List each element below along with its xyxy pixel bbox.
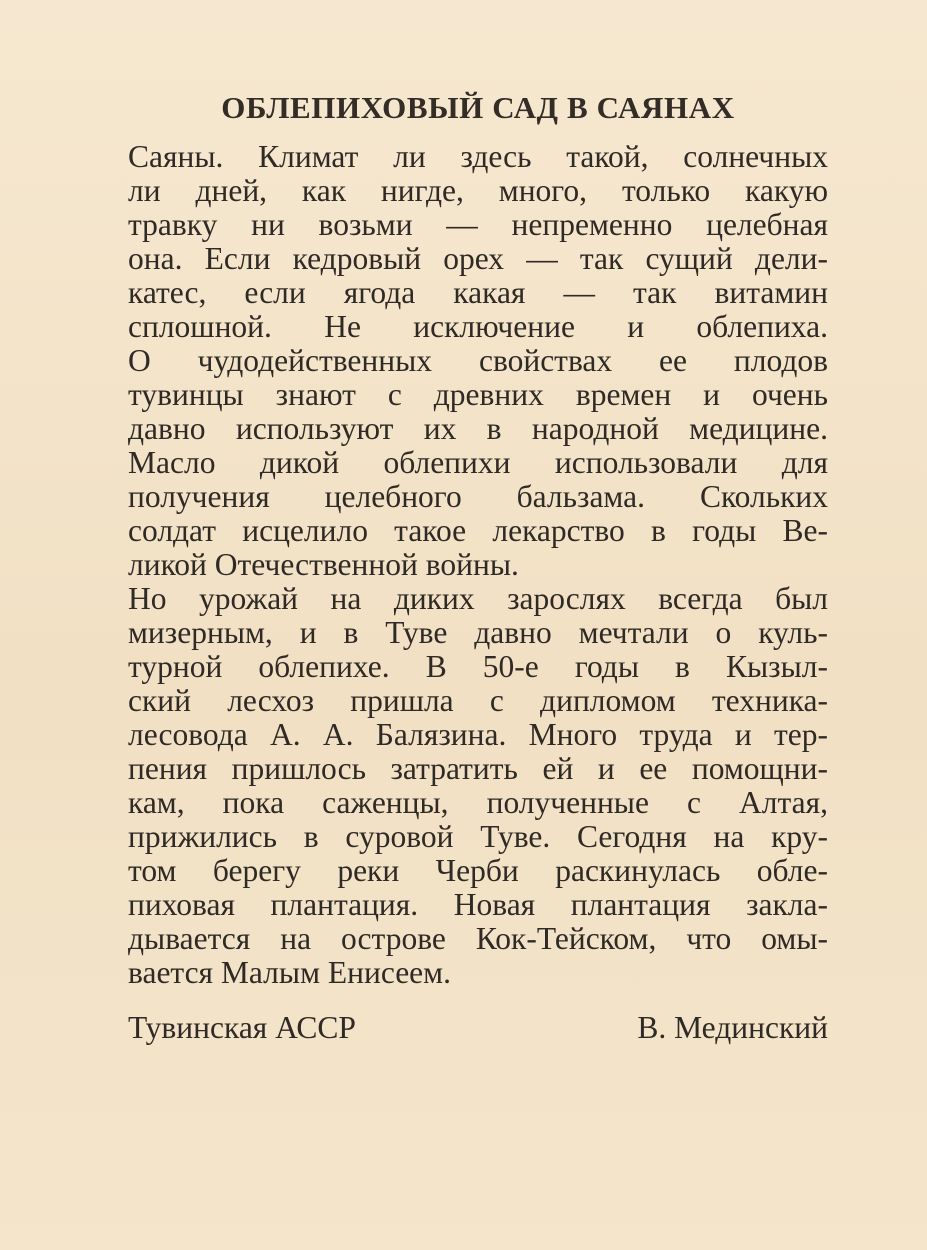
text-line: том берегу реки Черби раскинулась обле- bbox=[128, 853, 828, 888]
text-line: дывается на острове Кок-Тейском, что омы- bbox=[128, 921, 828, 956]
article-footer bbox=[128, 1008, 828, 1048]
text-line: травку ни возьми — непременно целебная bbox=[128, 207, 828, 242]
text-line: лесовода А. А. Балязина. Много труда и тер- bbox=[128, 717, 828, 752]
text-line: сплошной. Не исключение и облепиха. bbox=[128, 309, 828, 344]
text-line: пиховая плантация. Новая плантация закла- bbox=[128, 887, 828, 922]
author-name: В. Мединский bbox=[637, 1010, 828, 1045]
text-line: пения пришлось затратить ей и ее помощни- bbox=[128, 751, 828, 786]
text-line: ликой Отечественной войны. bbox=[128, 547, 519, 582]
paragraph-2 bbox=[128, 582, 828, 990]
text-line: она. Если кедровый орех — так сущий дели- bbox=[128, 241, 828, 276]
text-line: Масло дикой облепихи использовали для bbox=[128, 445, 828, 480]
text-line: солдат исцелило такое лекарство в годы Ве- bbox=[128, 513, 828, 548]
text-line: тувинцы знают с древних времен и очень bbox=[128, 377, 828, 412]
text-line: О чудодейственных свойствах ее плодов bbox=[128, 343, 828, 378]
text-line: получения целебного бальзама. Скольких bbox=[128, 479, 828, 514]
text-line: Саяны. Климат ли здесь такой, солнечных bbox=[128, 139, 828, 174]
paragraph-1 bbox=[128, 140, 828, 582]
text-line: мизерным, и в Туве давно мечтали о куль- bbox=[128, 615, 828, 650]
article-title: ОБЛЕПИХОВЫЙ САД В САЯНАХ bbox=[221, 90, 735, 125]
text-line: ли дней, как нигде, много, только какую bbox=[128, 173, 828, 208]
text-line: давно используют их в народной медицине. bbox=[128, 411, 828, 446]
text-line: кам, пока саженцы, полученные с Алтая, bbox=[128, 785, 828, 820]
text-line: вается Малым Енисеем. bbox=[128, 955, 451, 990]
text-line: ский лесхоз пришла с дипломом техника- bbox=[128, 683, 828, 718]
text-line: катес, если ягода какая — так витамин bbox=[128, 275, 828, 310]
text-line: турной облепихе. В 50-е годы в Кызыл- bbox=[128, 649, 828, 684]
article bbox=[128, 88, 828, 990]
text-line: прижились в суровой Туве. Сегодня на кру- bbox=[128, 819, 828, 854]
text-line: Но урожай на диких зарослях всегда был bbox=[128, 581, 828, 616]
place-label: Тувинская АССР bbox=[128, 1010, 356, 1045]
